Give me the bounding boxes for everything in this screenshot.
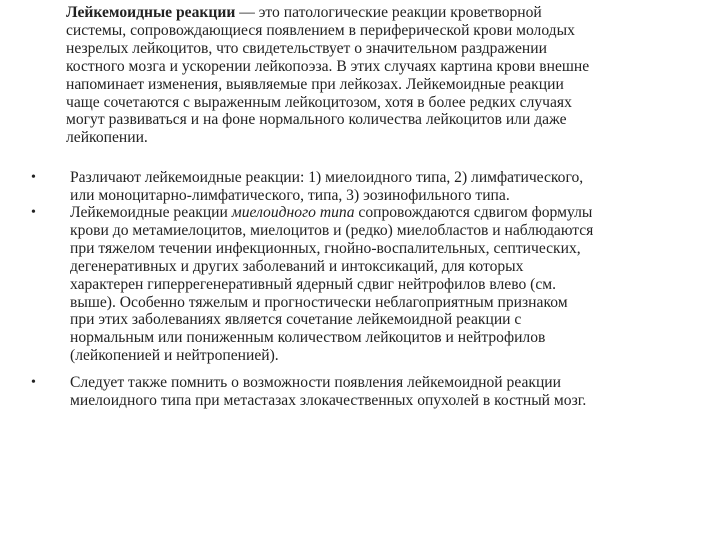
term-italic: миелоидного типа xyxy=(231,204,355,221)
term-bold: Лейкемоидные реакции xyxy=(66,4,236,21)
text-segment: Лейкемоидные реакции xyxy=(70,204,232,221)
text-line: крови до метамиелоцитов, миелоцитов и (редко) миелобластов и наблюдаются xyxy=(70,221,594,239)
text-line: характерен гиперрегенеративный ядерный сдвиг нейтрофилов влево (см. xyxy=(70,275,557,293)
text-line xyxy=(70,204,718,222)
bullet-icon: • xyxy=(31,205,36,220)
text-line: костного мозга и ускорении лейкопоэза. В этих случаях картина крови внешне xyxy=(66,57,590,75)
text-line: или моноцитарно-лимфатического, типа, 3) эозинофильного типа. xyxy=(70,186,510,204)
text-line: дегенеративных и других заболеваний и интоксикаций, для которых xyxy=(70,257,524,275)
text-line: чаще сочетаются с выраженным лейкоцитозом, хотя в более редких случаях xyxy=(66,93,572,111)
text-line: лейкопении. xyxy=(66,129,148,147)
text-line: незрелых лейкоцитов, что свидетельствует о значительном раздражении xyxy=(66,39,547,57)
text-line xyxy=(66,4,718,22)
text-line: при тяжелом течении инфекционных, гнойно-воспалительных, септических, xyxy=(70,239,581,257)
types-paragraph xyxy=(70,169,718,205)
text-line: выше). Особенно тяжелым и прогностически неблагоприятным признаком xyxy=(70,293,568,311)
text-line: Различают лейкемоидные реакции: 1) миелоидного типа, 2) лимфатического, xyxy=(70,169,584,186)
text-segment: сопровождаются сдвигом формулы xyxy=(354,204,593,221)
text-line: системы, сопровождающиеся появлением в периферической крови молодых xyxy=(66,21,575,39)
myeloid-paragraph xyxy=(70,204,718,365)
intro-paragraph xyxy=(66,4,718,147)
bullet-icon: • xyxy=(31,375,36,390)
text-line: напоминает изменения, выявляемые при лейкозах. Лейкемоидные реакции xyxy=(66,75,564,93)
metastasis-paragraph xyxy=(70,374,718,410)
text-line: миелоидного типа при метастазах злокачественных опухолей в костный мозг. xyxy=(70,391,587,409)
definition-text: — это патологические реакции кроветворной xyxy=(235,4,542,21)
text-line: могут развиваться и на фоне нормального количества лейкоцитов или даже xyxy=(66,111,567,129)
text-line: Следует также помнить о возможности появления лейкемоидной реакции xyxy=(70,374,561,391)
text-line: при этих заболеваниях является сочетание лейкемоидной реакции с xyxy=(70,311,522,329)
bullet-icon: • xyxy=(31,170,36,185)
text-line: (лейкопенией и нейтропенией). xyxy=(70,347,279,365)
text-line: нормальным или пониженным количеством лейкоцитов и нейтрофилов xyxy=(70,329,546,347)
